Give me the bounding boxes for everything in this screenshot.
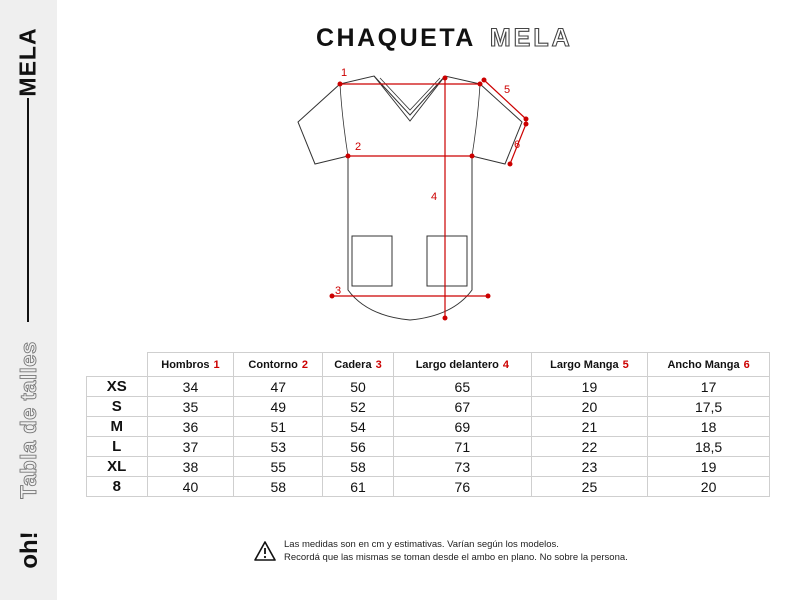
- table-cell: 17: [648, 377, 770, 397]
- table-cell: 36: [147, 417, 234, 437]
- table-cell: 49: [234, 397, 323, 417]
- table-row: [87, 457, 770, 477]
- sidebar-subtitle: Tabla de talles: [16, 341, 41, 499]
- table-cell: 54: [323, 417, 394, 437]
- table-cell: 25: [531, 477, 647, 497]
- table-cell: 53: [234, 437, 323, 457]
- table-row: [87, 477, 770, 497]
- size-label: XS: [87, 377, 148, 397]
- table-cell: 71: [393, 437, 531, 457]
- brand-logo: oh!: [16, 531, 43, 569]
- table-cell: 35: [147, 397, 234, 417]
- disclaimer-note: [254, 538, 628, 564]
- size-table: [86, 352, 770, 497]
- table-cell: 61: [323, 477, 394, 497]
- table-cell: 19: [648, 457, 770, 477]
- page-title: [316, 24, 573, 53]
- size-label: S: [87, 397, 148, 417]
- table-corner: [87, 353, 148, 377]
- table-cell: 18: [648, 417, 770, 437]
- sidebar-brand: MELA: [14, 27, 41, 97]
- table-cell: 47: [234, 377, 323, 397]
- table-cell: 56: [323, 437, 394, 457]
- measure-label-4: 4: [431, 191, 438, 203]
- table-cell: 69: [393, 417, 531, 437]
- table-cell: 58: [323, 457, 394, 477]
- table-cell: 17,5: [648, 397, 770, 417]
- measure-label-5: 5: [504, 84, 511, 96]
- table-row: [87, 417, 770, 437]
- disclaimer-line-1: Las medidas son en cm y estimativas. Varían según los modelos.: [284, 539, 559, 550]
- measure-label-6: 6: [514, 139, 521, 151]
- size-label: XL: [87, 457, 148, 477]
- table-cell: 52: [323, 397, 394, 417]
- table-cell: 20: [531, 397, 647, 417]
- table-cell: 19: [531, 377, 647, 397]
- table-cell: 23: [531, 457, 647, 477]
- size-label: 8: [87, 477, 148, 497]
- table-row: [87, 437, 770, 457]
- header-hombros: Hombros 1: [147, 353, 234, 377]
- table-cell: 67: [393, 397, 531, 417]
- table-cell: 37: [147, 437, 234, 457]
- garment-outline: [298, 76, 522, 320]
- header-largo-manga: Largo Manga 5: [531, 353, 647, 377]
- table-cell: 40: [147, 477, 234, 497]
- table-cell: 18,5: [648, 437, 770, 457]
- title-main: CHAQUETA: [316, 24, 476, 52]
- table-cell: 73: [393, 457, 531, 477]
- table-cell: 21: [531, 417, 647, 437]
- header-ancho-manga: Ancho Manga 6: [648, 353, 770, 377]
- disclaimer-text: [284, 538, 628, 564]
- table-cell: 20: [648, 477, 770, 497]
- table-cell: 50: [323, 377, 394, 397]
- header-cadera: Cadera 3: [323, 353, 394, 377]
- table-cell: 58: [234, 477, 323, 497]
- header-contorno: Contorno 2: [234, 353, 323, 377]
- disclaimer-line-2: Recordá que las mismas se toman desde el ambo en plano. No sobre la persona.: [284, 552, 628, 563]
- measure-label-1: 1: [341, 67, 348, 79]
- sidebar-divider: [27, 98, 29, 322]
- size-label: M: [87, 417, 148, 437]
- table-header-row: [87, 353, 770, 377]
- table-row: [87, 377, 770, 397]
- table-cell: 65: [393, 377, 531, 397]
- table-cell: 55: [234, 457, 323, 477]
- table-cell: 76: [393, 477, 531, 497]
- warning-icon: [254, 541, 276, 561]
- measure-label-2: 2: [355, 141, 362, 153]
- table-cell: 34: [147, 377, 234, 397]
- table-cell: 22: [531, 437, 647, 457]
- t-shirt-outline-icon: [290, 58, 540, 328]
- header-largo-delantero: Largo delantero 4: [393, 353, 531, 377]
- table-cell: 51: [234, 417, 323, 437]
- size-label: L: [87, 437, 148, 457]
- title-outline: MELA: [489, 24, 573, 52]
- sidebar: [0, 0, 57, 600]
- measure-label-3: 3: [335, 285, 342, 297]
- table-cell: 38: [147, 457, 234, 477]
- table-row: [87, 397, 770, 417]
